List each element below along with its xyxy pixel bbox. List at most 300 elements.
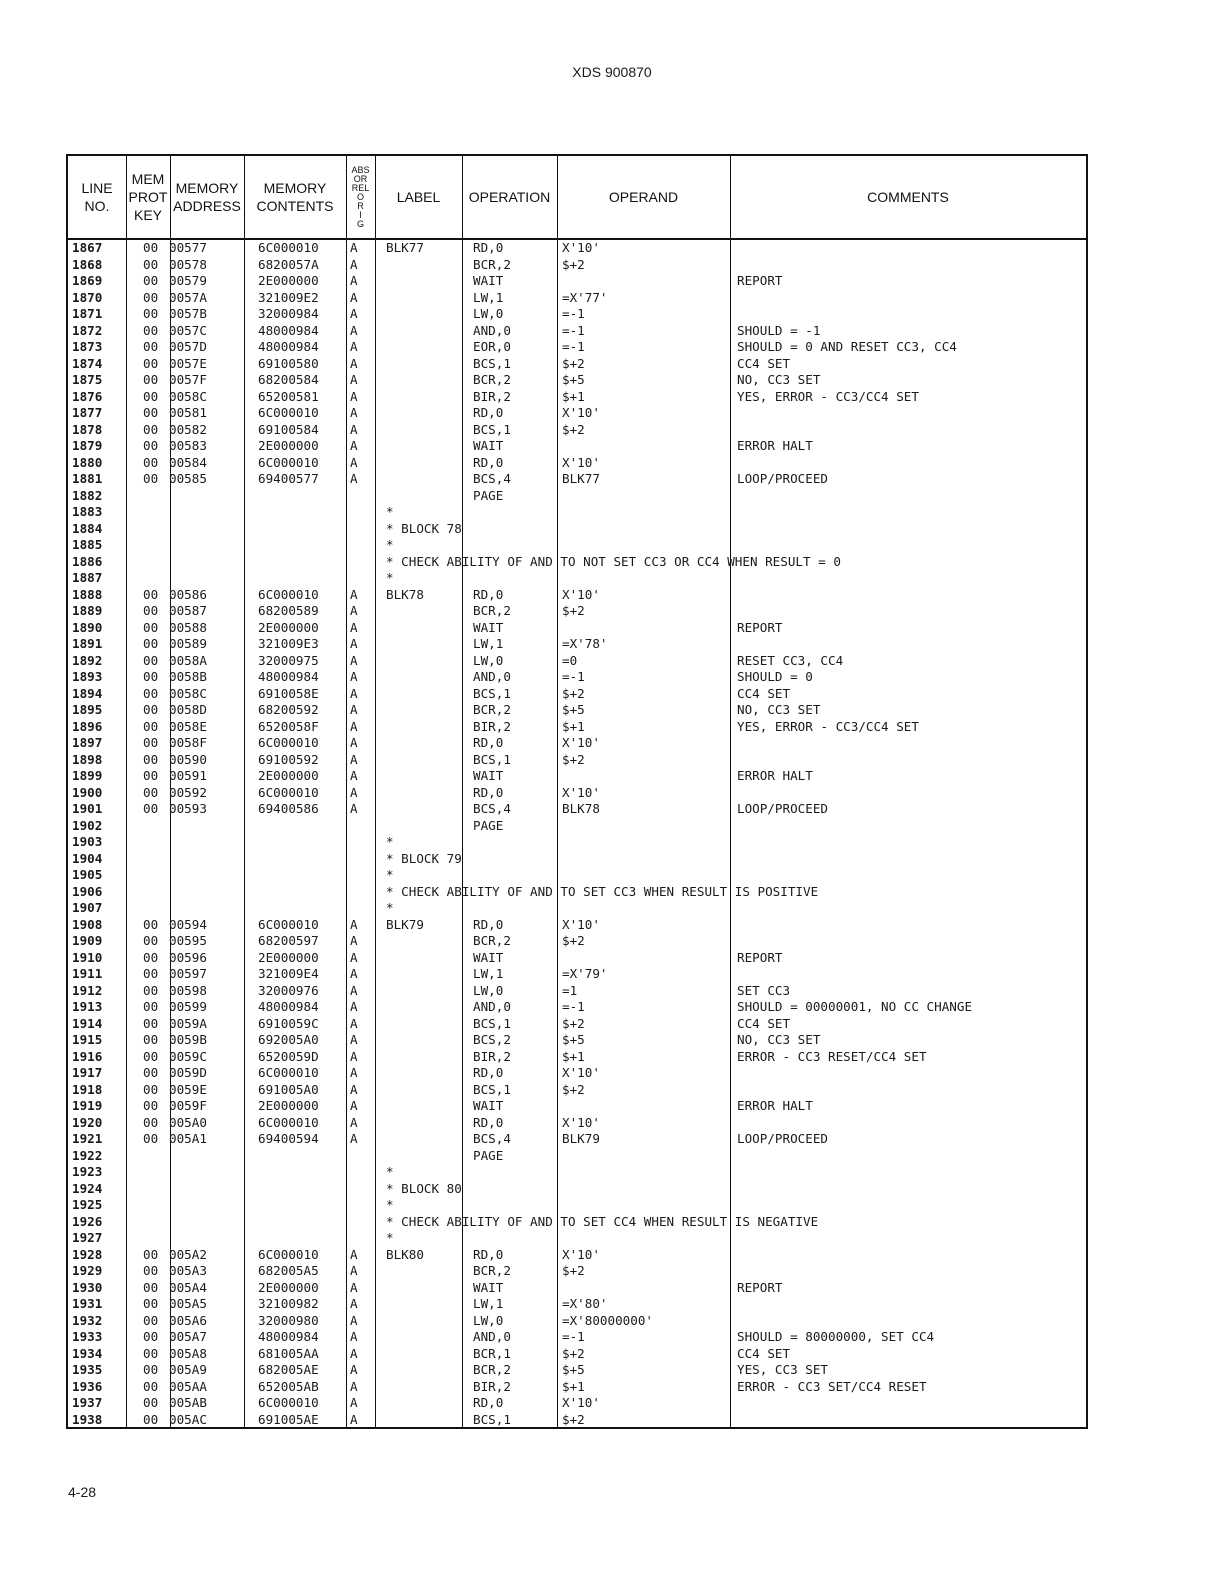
memory-address: 0058A: [169, 652, 207, 668]
line-number: 1923: [72, 1164, 103, 1179]
operation-cell: LW,1: [473, 1296, 504, 1311]
line-number: 1932: [72, 1312, 103, 1328]
memory-contents: 6820057A: [258, 256, 319, 272]
line-number: 1887: [72, 570, 103, 585]
memory-address: 0058D: [169, 702, 207, 717]
memory-address: 00598: [169, 982, 207, 998]
listing-table: [66, 154, 1088, 1429]
memory-address: 0058E: [169, 718, 207, 734]
memory-address: 0059C: [169, 1048, 207, 1064]
prot-key: 00: [143, 916, 159, 932]
prot-key: 00: [143, 982, 159, 998]
memory-contents: 69400577: [258, 471, 319, 486]
prot-key: 00: [143, 1048, 159, 1064]
memory-contents: 48000984: [258, 669, 319, 684]
abs-rel-flag: A: [350, 636, 358, 651]
prot-key: 00: [143, 1065, 159, 1080]
comment-cell: YES, ERROR - CC3/CC4 SET: [737, 718, 919, 734]
line-number: 1902: [72, 817, 103, 833]
memory-address: 00581: [169, 405, 207, 420]
operation-cell: BIR,2: [473, 1378, 511, 1394]
comment-cell: CC4 SET: [737, 355, 791, 371]
table-row: [68, 900, 1086, 917]
memory-contents: 691005A0: [258, 1081, 319, 1097]
line-number: 1872: [72, 322, 103, 338]
line-number: 1892: [72, 652, 103, 668]
prot-key: 00: [143, 685, 159, 701]
memory-contents: 32000975: [258, 652, 319, 668]
comment-cell: SHOULD = 80000000, SET CC4: [737, 1329, 935, 1344]
memory-address: 0058C: [169, 685, 207, 701]
memory-contents: 2E000000: [258, 1279, 319, 1295]
label-cell: *: [386, 834, 394, 849]
prot-key: 00: [143, 1081, 159, 1097]
abs-rel-flag: A: [350, 685, 358, 701]
memory-contents: 69100580: [258, 355, 319, 371]
memory-contents: 69400594: [258, 1131, 319, 1146]
line-number: 1876: [72, 388, 103, 404]
table-row: [68, 669, 1086, 686]
operation-cell: RD,0: [473, 586, 504, 602]
comment-cell: ERROR HALT: [737, 1098, 813, 1113]
line-number: 1886: [72, 553, 103, 569]
prot-key: 00: [143, 652, 159, 668]
table-row: [68, 983, 1086, 1000]
memory-contents: 6910059C: [258, 1015, 319, 1031]
memory-address: 00590: [169, 751, 207, 767]
prot-key: 00: [143, 256, 159, 272]
operand-cell: =-1: [562, 306, 585, 321]
header-operand: OPERAND: [608, 189, 679, 205]
operand-cell: $+2: [562, 355, 585, 371]
line-number: 1925: [72, 1197, 103, 1212]
line-number: 1928: [72, 1246, 103, 1262]
comment-cell: LOOP/PROCEED: [737, 471, 828, 486]
prot-key: 00: [143, 718, 159, 734]
abs-rel-flag: A: [350, 949, 358, 965]
abs-rel-flag: A: [350, 916, 358, 932]
abs-rel-flag: A: [350, 1378, 358, 1394]
table-row: [68, 570, 1086, 587]
table-row: [68, 1379, 1086, 1396]
prot-key: 00: [143, 306, 159, 321]
memory-contents: 6C000010: [258, 1246, 319, 1262]
memory-contents: 2E000000: [258, 273, 319, 288]
line-number: 1933: [72, 1329, 103, 1344]
line-number: 1904: [72, 850, 103, 866]
operation-cell: WAIT: [473, 1279, 504, 1295]
line-number: 1927: [72, 1230, 103, 1245]
memory-address: 005A2: [169, 1246, 207, 1262]
operand-cell: =X'80': [562, 1296, 608, 1311]
memory-address: 00599: [169, 999, 207, 1014]
operand-cell: $+1: [562, 718, 585, 734]
abs-rel-flag: A: [350, 735, 358, 750]
page-number: 4-28: [68, 1484, 97, 1500]
operand-cell: X'10': [562, 454, 600, 470]
memory-contents: 48000984: [258, 339, 319, 354]
line-number: 1877: [72, 405, 103, 420]
memory-address: 005A0: [169, 1114, 207, 1130]
memory-address: 00592: [169, 784, 207, 800]
table-row: [68, 240, 1086, 257]
memory-address: 005A8: [169, 1345, 207, 1361]
comment-cell: CC4 SET: [737, 685, 791, 701]
table-row: [68, 1329, 1086, 1346]
table-row: [68, 752, 1086, 769]
line-number: 1908: [72, 916, 103, 932]
line-number: 1891: [72, 636, 103, 651]
prot-key: 00: [143, 801, 159, 816]
memory-contents: 48000984: [258, 322, 319, 338]
operand-cell: =X'78': [562, 636, 608, 651]
operation-cell: WAIT: [473, 768, 504, 783]
table-row: [68, 653, 1086, 670]
line-number: 1903: [72, 834, 103, 849]
line-number: 1910: [72, 949, 103, 965]
comment-cell: RESET CC3, CC4: [737, 652, 844, 668]
abs-rel-flag: A: [350, 306, 358, 321]
abs-rel-flag: A: [350, 768, 358, 783]
abs-rel-flag: A: [350, 702, 358, 717]
line-number: 1899: [72, 768, 103, 783]
comment-cell: CC4 SET: [737, 1015, 791, 1031]
comment-cell: LOOP/PROCEED: [737, 1131, 828, 1146]
table-row: [68, 290, 1086, 307]
abs-rel-flag: A: [350, 933, 358, 948]
memory-address: 0057E: [169, 355, 207, 371]
label-cell: *: [386, 1164, 394, 1179]
table-row: [68, 1214, 1086, 1231]
abs-rel-flag: A: [350, 801, 358, 816]
line-number: 1934: [72, 1345, 103, 1361]
prot-key: 00: [143, 751, 159, 767]
abs-rel-flag: A: [350, 256, 358, 272]
line-number: 1893: [72, 669, 103, 684]
abs-rel-flag: A: [350, 586, 358, 602]
memory-contents: 6C000010: [258, 1065, 319, 1080]
operation-cell: LW,0: [473, 982, 504, 998]
operation-cell: RD,0: [473, 1065, 504, 1080]
comment-cell: NO, CC3 SET: [737, 1032, 821, 1047]
table-row: [68, 950, 1086, 967]
operation-cell: BCR,1: [473, 1345, 511, 1361]
table-row: [68, 1280, 1086, 1297]
memory-address: 00583: [169, 438, 207, 453]
memory-contents: 6C000010: [258, 916, 319, 932]
operand-cell: $+5: [562, 702, 585, 717]
memory-address: 00585: [169, 471, 207, 486]
label-cell: * BLOCK 78: [386, 520, 462, 536]
memory-contents: 32100982: [258, 1296, 319, 1311]
abs-rel-flag: A: [350, 1362, 358, 1377]
abs-rel-flag: A: [350, 669, 358, 684]
line-number: 1875: [72, 372, 103, 387]
prot-key: 00: [143, 240, 159, 255]
prot-key: 00: [143, 421, 159, 437]
prot-key: 00: [143, 322, 159, 338]
abs-rel-flag: A: [350, 966, 358, 981]
table-row: [68, 521, 1086, 538]
operation-cell: AND,0: [473, 669, 511, 684]
prot-key: 00: [143, 1362, 159, 1377]
table-row: [68, 1181, 1086, 1198]
operand-cell: $+2: [562, 1345, 585, 1361]
table-row: [68, 999, 1086, 1016]
table-row: [68, 422, 1086, 439]
operation-cell: RD,0: [473, 1114, 504, 1130]
comment-cell: LOOP/PROCEED: [737, 801, 828, 816]
line-number: 1918: [72, 1081, 103, 1097]
table-row: [68, 1263, 1086, 1280]
line-number: 1938: [72, 1411, 103, 1427]
operand-cell: $+2: [562, 1081, 585, 1097]
operation-cell: BCR,2: [473, 1263, 511, 1278]
line-number: 1867: [72, 240, 103, 255]
table-row: [68, 884, 1086, 901]
header-memory-contents: MEMORY CONTENTS: [256, 180, 334, 214]
comment-cell: YES, CC3 SET: [737, 1362, 828, 1377]
memory-address: 00586: [169, 586, 207, 602]
memory-address: 00594: [169, 916, 207, 932]
operand-cell: X'10': [562, 586, 600, 602]
memory-contents: 68200592: [258, 702, 319, 717]
table-row: [68, 1412, 1086, 1429]
table-row: [68, 867, 1086, 884]
memory-contents: 321009E2: [258, 289, 319, 305]
operation-cell: BCR,2: [473, 933, 511, 948]
prot-key: 00: [143, 1015, 159, 1031]
operand-cell: $+2: [562, 1263, 585, 1278]
line-number: 1936: [72, 1378, 103, 1394]
operand-cell: BLK79: [562, 1131, 600, 1146]
operation-cell: BCR,2: [473, 603, 511, 618]
abs-rel-flag: A: [350, 1065, 358, 1080]
operation-cell: RD,0: [473, 735, 504, 750]
prot-key: 00: [143, 586, 159, 602]
table-row: [68, 834, 1086, 851]
table-row: [68, 1032, 1086, 1049]
prot-key: 00: [143, 768, 159, 783]
operation-cell: BCS,2: [473, 1032, 511, 1047]
memory-contents: 2E000000: [258, 619, 319, 635]
prot-key: 00: [143, 1032, 159, 1047]
line-number: 1894: [72, 685, 103, 701]
line-number: 1915: [72, 1032, 103, 1047]
comment-cell: REPORT: [737, 949, 783, 965]
memory-address: 00589: [169, 636, 207, 651]
operand-cell: X'10': [562, 1246, 600, 1262]
operation-cell: BCR,2: [473, 1362, 511, 1377]
abs-rel-flag: A: [350, 1329, 358, 1344]
line-number: 1883: [72, 504, 103, 519]
memory-contents: 652005AB: [258, 1378, 319, 1394]
line-number: 1874: [72, 355, 103, 371]
memory-contents: 321009E4: [258, 966, 319, 981]
line-number: 1906: [72, 883, 103, 899]
label-cell: BLK80: [386, 1246, 424, 1262]
table-row: [68, 1098, 1086, 1115]
operation-cell: BCS,1: [473, 355, 511, 371]
operand-cell: X'10': [562, 1065, 600, 1080]
abs-rel-flag: A: [350, 388, 358, 404]
operation-cell: RD,0: [473, 916, 504, 932]
abs-rel-flag: A: [350, 438, 358, 453]
memory-address: 0057B: [169, 306, 207, 321]
abs-rel-flag: A: [350, 1296, 358, 1311]
label-cell: *: [386, 867, 394, 882]
memory-address: 0059B: [169, 1032, 207, 1047]
operand-cell: =-1: [562, 1329, 585, 1344]
abs-rel-flag: A: [350, 603, 358, 618]
table-row: [68, 818, 1086, 835]
table-row: [68, 1395, 1086, 1412]
memory-address: 005AC: [169, 1411, 207, 1427]
table-row: [68, 1115, 1086, 1132]
label-cell: * CHECK ABILITY OF AND TO NOT SET CC3 OR CC4 WHEN RESULT = 0: [386, 553, 841, 569]
operation-cell: BIR,2: [473, 718, 511, 734]
operand-cell: $+2: [562, 603, 585, 618]
operand-cell: $+2: [562, 1015, 585, 1031]
table-row: [68, 1296, 1086, 1313]
label-cell: *: [386, 504, 394, 519]
comment-cell: CC4 SET: [737, 1345, 791, 1361]
abs-rel-flag: A: [350, 1114, 358, 1130]
prot-key: 00: [143, 1263, 159, 1278]
prot-key: 00: [143, 1296, 159, 1311]
prot-key: 00: [143, 933, 159, 948]
memory-contents: 6C000010: [258, 735, 319, 750]
line-number: 1909: [72, 933, 103, 948]
label-cell: *: [386, 570, 394, 585]
memory-contents: 2E000000: [258, 438, 319, 453]
operand-cell: BLK77: [562, 471, 600, 486]
operation-cell: LW,1: [473, 289, 504, 305]
operation-cell: BCS,1: [473, 1015, 511, 1031]
line-number: 1901: [72, 801, 103, 816]
memory-contents: 6C000010: [258, 1114, 319, 1130]
abs-rel-flag: A: [350, 619, 358, 635]
memory-contents: 6520059D: [258, 1048, 319, 1064]
table-row: [68, 1131, 1086, 1148]
operation-cell: WAIT: [473, 273, 504, 288]
memory-address: 005A9: [169, 1362, 207, 1377]
table-row: [68, 587, 1086, 604]
memory-contents: 68200597: [258, 933, 319, 948]
prot-key: 00: [143, 1279, 159, 1295]
memory-contents: 6910058E: [258, 685, 319, 701]
table-row: [68, 1362, 1086, 1379]
memory-address: 00588: [169, 619, 207, 635]
memory-contents: 32000984: [258, 306, 319, 321]
operation-cell: RD,0: [473, 1395, 504, 1410]
operand-cell: $+2: [562, 1411, 585, 1427]
prot-key: 00: [143, 735, 159, 750]
prot-key: 00: [143, 1114, 159, 1130]
prot-key: 00: [143, 669, 159, 684]
operation-cell: BCR,2: [473, 256, 511, 272]
table-row: [68, 1082, 1086, 1099]
operand-cell: $+5: [562, 1362, 585, 1377]
prot-key: 00: [143, 273, 159, 288]
abs-rel-flag: A: [350, 999, 358, 1014]
line-number: 1930: [72, 1279, 103, 1295]
abs-rel-flag: A: [350, 1015, 358, 1031]
comment-cell: NO, CC3 SET: [737, 702, 821, 717]
abs-rel-flag: A: [350, 421, 358, 437]
memory-address: 00591: [169, 768, 207, 783]
operation-cell: RD,0: [473, 240, 504, 255]
operand-cell: X'10': [562, 735, 600, 750]
operation-cell: WAIT: [473, 619, 504, 635]
line-number: 1897: [72, 735, 103, 750]
operation-cell: LW,1: [473, 966, 504, 981]
memory-address: 0057C: [169, 322, 207, 338]
comment-cell: NO, CC3 SET: [737, 372, 821, 387]
label-cell: *: [386, 537, 394, 552]
operation-cell: BCS,4: [473, 1131, 511, 1146]
table-row: [68, 686, 1086, 703]
memory-contents: 32000976: [258, 982, 319, 998]
comment-cell: ERROR - CC3 SET/CC4 RESET: [737, 1378, 927, 1394]
table-row: [68, 554, 1086, 571]
memory-address: 00584: [169, 454, 207, 470]
operand-cell: X'10': [562, 1395, 600, 1410]
table-row: [68, 1313, 1086, 1330]
comment-cell: REPORT: [737, 619, 783, 635]
operation-cell: AND,0: [473, 1329, 511, 1344]
prot-key: 00: [143, 949, 159, 965]
operation-cell: RD,0: [473, 1246, 504, 1262]
memory-address: 00577: [169, 240, 207, 255]
prot-key: 00: [143, 355, 159, 371]
listing-rows: [68, 240, 1086, 1428]
abs-rel-flag: A: [350, 982, 358, 998]
comment-cell: ERROR HALT: [737, 438, 813, 453]
prot-key: 00: [143, 339, 159, 354]
line-number: 1920: [72, 1114, 103, 1130]
line-number: 1884: [72, 520, 103, 536]
operation-cell: BCS,1: [473, 685, 511, 701]
operand-cell: $+2: [562, 256, 585, 272]
table-row: [68, 933, 1086, 950]
line-number: 1873: [72, 339, 103, 354]
line-number: 1911: [72, 966, 103, 981]
line-number: 1905: [72, 867, 103, 882]
table-row: [68, 1230, 1086, 1247]
operation-cell: BCS,4: [473, 801, 511, 816]
label-cell: BLK77: [386, 240, 424, 255]
operation-cell: BCR,2: [473, 702, 511, 717]
memory-address: 00597: [169, 966, 207, 981]
memory-contents: 6C000010: [258, 586, 319, 602]
abs-rel-flag: A: [350, 751, 358, 767]
table-row: [68, 471, 1086, 488]
abs-rel-flag: A: [350, 1263, 358, 1278]
operation-cell: BCS,4: [473, 471, 511, 486]
operation-cell: BCS,1: [473, 421, 511, 437]
table-row: [68, 356, 1086, 373]
abs-rel-flag: A: [350, 784, 358, 800]
label-cell: *: [386, 1197, 394, 1212]
memory-address: 005A1: [169, 1131, 207, 1146]
memory-address: 0057F: [169, 372, 207, 387]
memory-address: 00587: [169, 603, 207, 618]
memory-address: 0059A: [169, 1015, 207, 1031]
line-number: 1935: [72, 1362, 103, 1377]
header-label: LABEL: [396, 189, 441, 205]
abs-rel-flag: A: [350, 718, 358, 734]
